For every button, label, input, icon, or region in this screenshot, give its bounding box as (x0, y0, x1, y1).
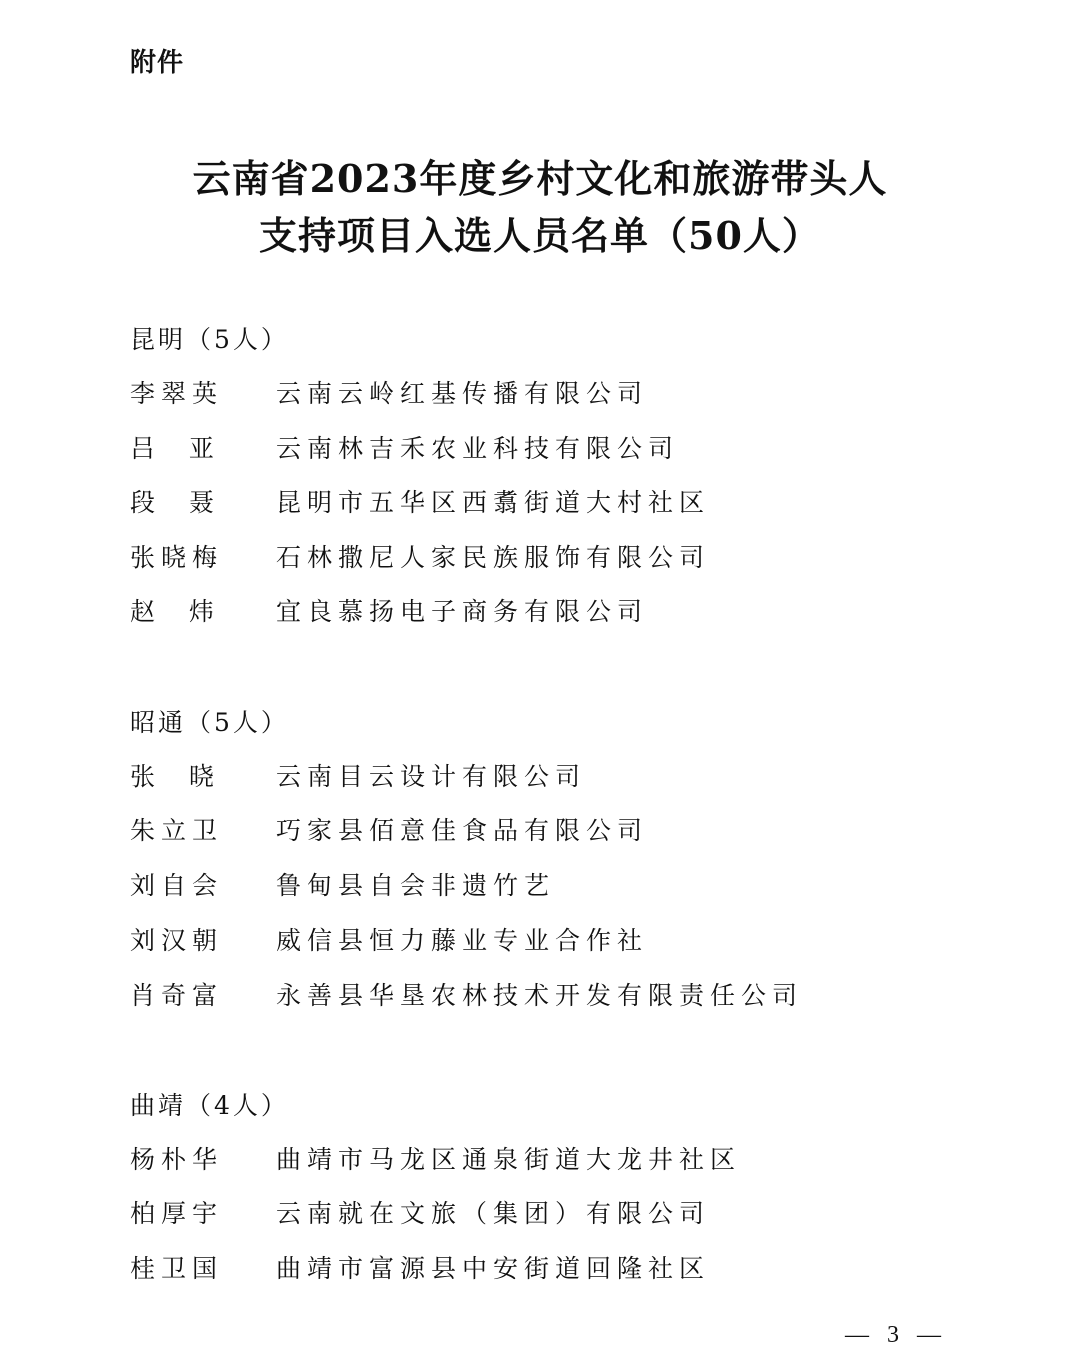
organization: 宜良慕扬电子商务有限公司 (276, 597, 649, 626)
section-heading-kunming: 昆明（5人） (130, 325, 289, 354)
person-name: 段 聂 (130, 488, 220, 517)
organization: 曲靖市马龙区通泉街道大龙井社区 (276, 1145, 742, 1174)
section-heading-zhaotong: 昭通（5人） (130, 708, 289, 737)
organization: 石林撒尼人家民族服饰有限公司 (276, 543, 711, 572)
list-item (130, 811, 648, 847)
organization: 永善县华垦农林技术开发有限责任公司 (276, 981, 804, 1010)
organization: 巧家县佰意佳食品有限公司 (276, 816, 649, 845)
list-item (130, 1140, 741, 1176)
list-item (130, 1194, 710, 1230)
document-title-line-1: 云南省2023年度乡村文化和旅游带头人 (192, 156, 888, 201)
person-name: 桂卫国 (130, 1254, 224, 1283)
person-name: 刘自会 (130, 871, 224, 900)
organization: 曲靖市富源县中安街道回隆社区 (276, 1254, 711, 1283)
organization: 云南目云设计有限公司 (276, 762, 587, 791)
list-item (130, 538, 710, 574)
organization: 云南云岭红基传播有限公司 (276, 379, 649, 408)
organization: 云南就在文旅（集团）有限公司 (276, 1199, 711, 1228)
person-name: 杨朴华 (130, 1145, 224, 1174)
list-item (130, 866, 555, 902)
list-item (130, 757, 586, 793)
section-heading-qujing: 曲靖（4人） (130, 1091, 289, 1120)
list-item (130, 976, 803, 1012)
list-item (130, 483, 710, 519)
list-item (130, 429, 679, 465)
person-name: 赵 炜 (130, 597, 220, 626)
organization: 云南林吉禾农业科技有限公司 (276, 434, 680, 463)
organization: 鲁甸县自会非遗竹艺 (276, 871, 556, 900)
list-item (130, 1249, 710, 1285)
person-name: 肖奇富 (130, 981, 224, 1010)
person-name: 朱立卫 (130, 816, 224, 845)
person-name: 张晓梅 (130, 543, 224, 572)
person-name: 刘汉朝 (130, 926, 224, 955)
list-item (130, 921, 648, 957)
organization: 威信县恒力藤业专业合作社 (276, 926, 649, 955)
page-number: — 3 — (845, 1322, 947, 1348)
list-item (130, 374, 648, 410)
document-title-line-2: 支持项目入选人员名单（50人） (259, 213, 821, 258)
person-name: 李翠英 (130, 379, 224, 408)
organization: 昆明市五华区西翥街道大村社区 (276, 488, 711, 517)
attachment-label: 附件 (130, 48, 185, 78)
person-name: 吕 亚 (130, 434, 220, 463)
list-item (130, 592, 648, 628)
person-name: 张 晓 (130, 762, 220, 791)
person-name: 柏厚宇 (130, 1199, 224, 1228)
